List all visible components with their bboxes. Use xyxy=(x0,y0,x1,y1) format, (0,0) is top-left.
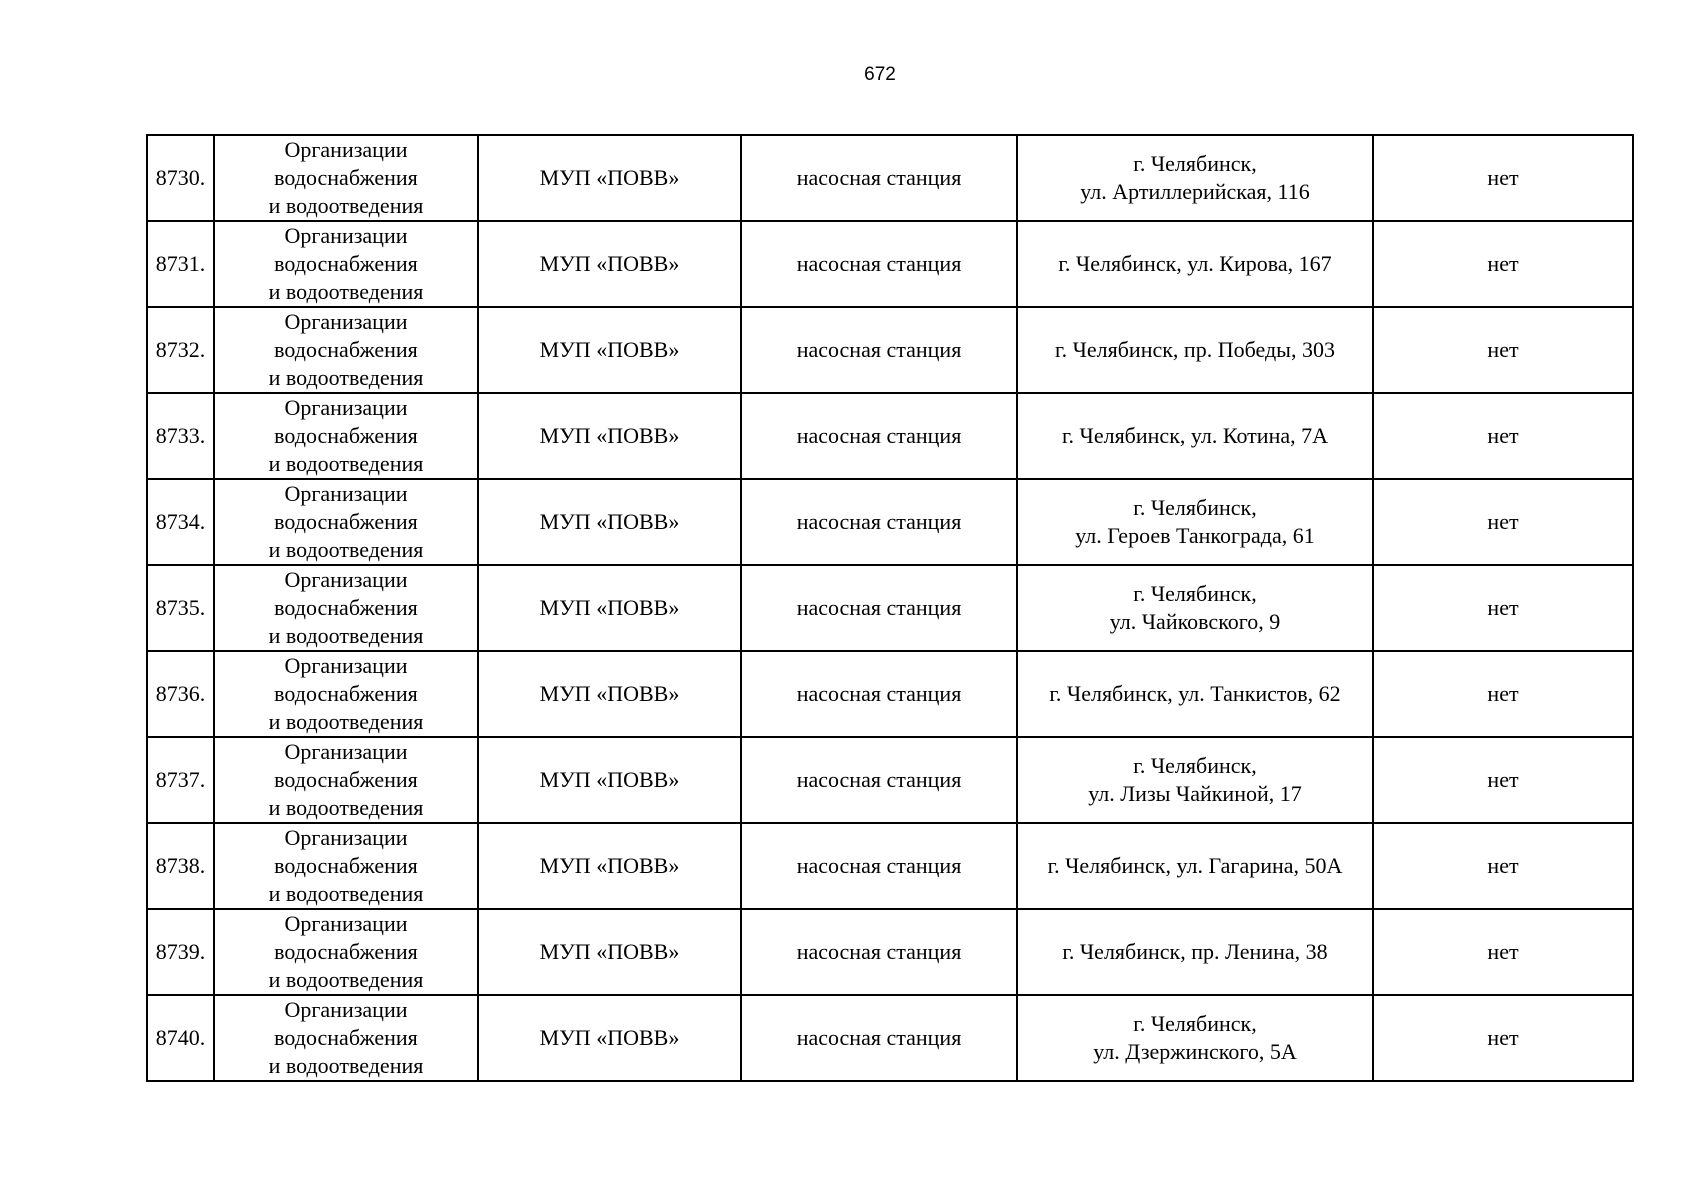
organization-type-line: Организации xyxy=(284,653,408,678)
page-number: 672 xyxy=(864,64,896,85)
address-line: г. Челябинск, ул. Танкистов, 62 xyxy=(1049,681,1341,706)
company-cell: МУП «ПОВВ» xyxy=(478,479,741,565)
flag-cell: нет xyxy=(1373,909,1633,995)
address-line: г. Челябинск, ул. Котина, 7А xyxy=(1061,423,1328,448)
address-line: ул. Чайковского, 9 xyxy=(1109,609,1281,634)
company-cell: МУП «ПОВВ» xyxy=(478,135,741,221)
registry-table xyxy=(146,134,1634,1082)
table-row xyxy=(147,135,1633,221)
address-line: г. Челябинск, xyxy=(1133,151,1257,176)
organization-type-line: водоснабжения xyxy=(274,853,418,878)
row-number-cell: 8732. xyxy=(147,307,214,393)
row-number-cell: 8738. xyxy=(147,823,214,909)
company-cell: МУП «ПОВВ» xyxy=(478,823,741,909)
address-cell xyxy=(1017,565,1373,651)
address-line: ул. Лизы Чайкиной, 17 xyxy=(1088,781,1302,806)
object-type-cell: насосная станция xyxy=(741,651,1017,737)
flag-cell: нет xyxy=(1373,479,1633,565)
table-row xyxy=(147,651,1633,737)
address-cell xyxy=(1017,909,1373,995)
row-number-cell: 8739. xyxy=(147,909,214,995)
object-type-cell: насосная станция xyxy=(741,393,1017,479)
organization-type-line: Организации xyxy=(284,481,408,506)
registry-body xyxy=(147,135,1633,1081)
row-number-cell: 8733. xyxy=(147,393,214,479)
address-cell xyxy=(1017,307,1373,393)
company-cell: МУП «ПОВВ» xyxy=(478,565,741,651)
organization-type-cell xyxy=(214,565,478,651)
flag-cell: нет xyxy=(1373,651,1633,737)
organization-type-cell xyxy=(214,995,478,1081)
organization-type-cell xyxy=(214,307,478,393)
address-line: г. Челябинск, ул. Кирова, 167 xyxy=(1058,251,1332,276)
organization-type-line: и водоотведения xyxy=(268,537,424,562)
table-row xyxy=(147,737,1633,823)
row-number-cell: 8740. xyxy=(147,995,214,1081)
object-type-cell: насосная станция xyxy=(741,909,1017,995)
table-row xyxy=(147,479,1633,565)
object-type-cell: насосная станция xyxy=(741,307,1017,393)
organization-type-line: и водоотведения xyxy=(268,881,424,906)
company-cell: МУП «ПОВВ» xyxy=(478,737,741,823)
organization-type-line: Организации xyxy=(284,567,408,592)
address-cell xyxy=(1017,135,1373,221)
organization-type-line: водоснабжения xyxy=(274,423,418,448)
organization-type-line: Организации xyxy=(284,911,408,936)
organization-type-line: и водоотведения xyxy=(268,279,424,304)
organization-type-line: и водоотведения xyxy=(268,365,424,390)
address-line: ул. Героев Танкограда, 61 xyxy=(1075,523,1315,548)
organization-type-line: водоснабжения xyxy=(274,165,418,190)
row-number-cell: 8734. xyxy=(147,479,214,565)
organization-type-line: Организации xyxy=(284,395,408,420)
organization-type-cell xyxy=(214,221,478,307)
table-row xyxy=(147,995,1633,1081)
address-line: г. Челябинск, xyxy=(1133,753,1257,778)
address-line: г. Челябинск, xyxy=(1133,495,1257,520)
row-number-cell: 8736. xyxy=(147,651,214,737)
address-cell xyxy=(1017,479,1373,565)
organization-type-line: и водоотведения xyxy=(268,193,424,218)
organization-type-cell xyxy=(214,651,478,737)
object-type-cell: насосная станция xyxy=(741,479,1017,565)
address-line: г. Челябинск, пр. Ленина, 38 xyxy=(1062,939,1328,964)
company-cell: МУП «ПОВВ» xyxy=(478,307,741,393)
organization-type-line: Организации xyxy=(284,309,408,334)
organization-type-line: Организации xyxy=(284,997,408,1022)
address-cell xyxy=(1017,823,1373,909)
address-line: г. Челябинск, xyxy=(1133,581,1257,606)
organization-type-line: водоснабжения xyxy=(274,595,418,620)
row-number-cell: 8731. xyxy=(147,221,214,307)
company-cell: МУП «ПОВВ» xyxy=(478,995,741,1081)
object-type-cell: насосная станция xyxy=(741,135,1017,221)
address-cell xyxy=(1017,393,1373,479)
flag-cell: нет xyxy=(1373,135,1633,221)
organization-type-line: водоснабжения xyxy=(274,337,418,362)
organization-type-cell xyxy=(214,823,478,909)
organization-type-line: и водоотведения xyxy=(268,795,424,820)
flag-cell: нет xyxy=(1373,307,1633,393)
organization-type-line: Организации xyxy=(284,825,408,850)
company-cell: МУП «ПОВВ» xyxy=(478,651,741,737)
organization-type-cell xyxy=(214,479,478,565)
address-line: г. Челябинск, пр. Победы, 303 xyxy=(1055,337,1335,362)
organization-type-cell xyxy=(214,135,478,221)
address-cell xyxy=(1017,995,1373,1081)
organization-type-line: Организации xyxy=(284,739,408,764)
table-row xyxy=(147,307,1633,393)
company-cell: МУП «ПОВВ» xyxy=(478,909,741,995)
table-row xyxy=(147,909,1633,995)
organization-type-line: и водоотведения xyxy=(268,623,424,648)
address-line: ул. Дзержинского, 5А xyxy=(1093,1039,1297,1064)
organization-type-line: водоснабжения xyxy=(274,681,418,706)
row-number-cell: 8730. xyxy=(147,135,214,221)
organization-type-line: и водоотведения xyxy=(268,1053,424,1078)
flag-cell: нет xyxy=(1373,221,1633,307)
row-number-cell: 8735. xyxy=(147,565,214,651)
object-type-cell: насосная станция xyxy=(741,823,1017,909)
flag-cell: нет xyxy=(1373,995,1633,1081)
table-row xyxy=(147,221,1633,307)
address-cell xyxy=(1017,651,1373,737)
flag-cell: нет xyxy=(1373,393,1633,479)
organization-type-cell xyxy=(214,737,478,823)
address-line: г. Челябинск, xyxy=(1133,1011,1257,1036)
table-row xyxy=(147,823,1633,909)
company-cell: МУП «ПОВВ» xyxy=(478,221,741,307)
organization-type-line: водоснабжения xyxy=(274,509,418,534)
company-cell: МУП «ПОВВ» xyxy=(478,393,741,479)
organization-type-line: Организации xyxy=(284,223,408,248)
organization-type-cell xyxy=(214,909,478,995)
organization-type-line: и водоотведения xyxy=(268,967,424,992)
address-line: ул. Артиллерийская, 116 xyxy=(1080,179,1310,204)
organization-type-line: водоснабжения xyxy=(274,251,418,276)
organization-type-line: и водоотведения xyxy=(268,451,424,476)
organization-type-cell xyxy=(214,393,478,479)
organization-type-line: Организации xyxy=(284,137,408,162)
flag-cell: нет xyxy=(1373,565,1633,651)
object-type-cell: насосная станция xyxy=(741,221,1017,307)
address-line: г. Челябинск, ул. Гагарина, 50А xyxy=(1047,853,1343,878)
object-type-cell: насосная станция xyxy=(741,995,1017,1081)
organization-type-line: водоснабжения xyxy=(274,1025,418,1050)
row-number-cell: 8737. xyxy=(147,737,214,823)
address-cell xyxy=(1017,221,1373,307)
organization-type-line: и водоотведения xyxy=(268,709,424,734)
organization-type-line: водоснабжения xyxy=(274,767,418,792)
table-row xyxy=(147,393,1633,479)
address-cell xyxy=(1017,737,1373,823)
object-type-cell: насосная станция xyxy=(741,737,1017,823)
flag-cell: нет xyxy=(1373,737,1633,823)
flag-cell: нет xyxy=(1373,823,1633,909)
organization-type-line: водоснабжения xyxy=(274,939,418,964)
table-row xyxy=(147,565,1633,651)
object-type-cell: насосная станция xyxy=(741,565,1017,651)
